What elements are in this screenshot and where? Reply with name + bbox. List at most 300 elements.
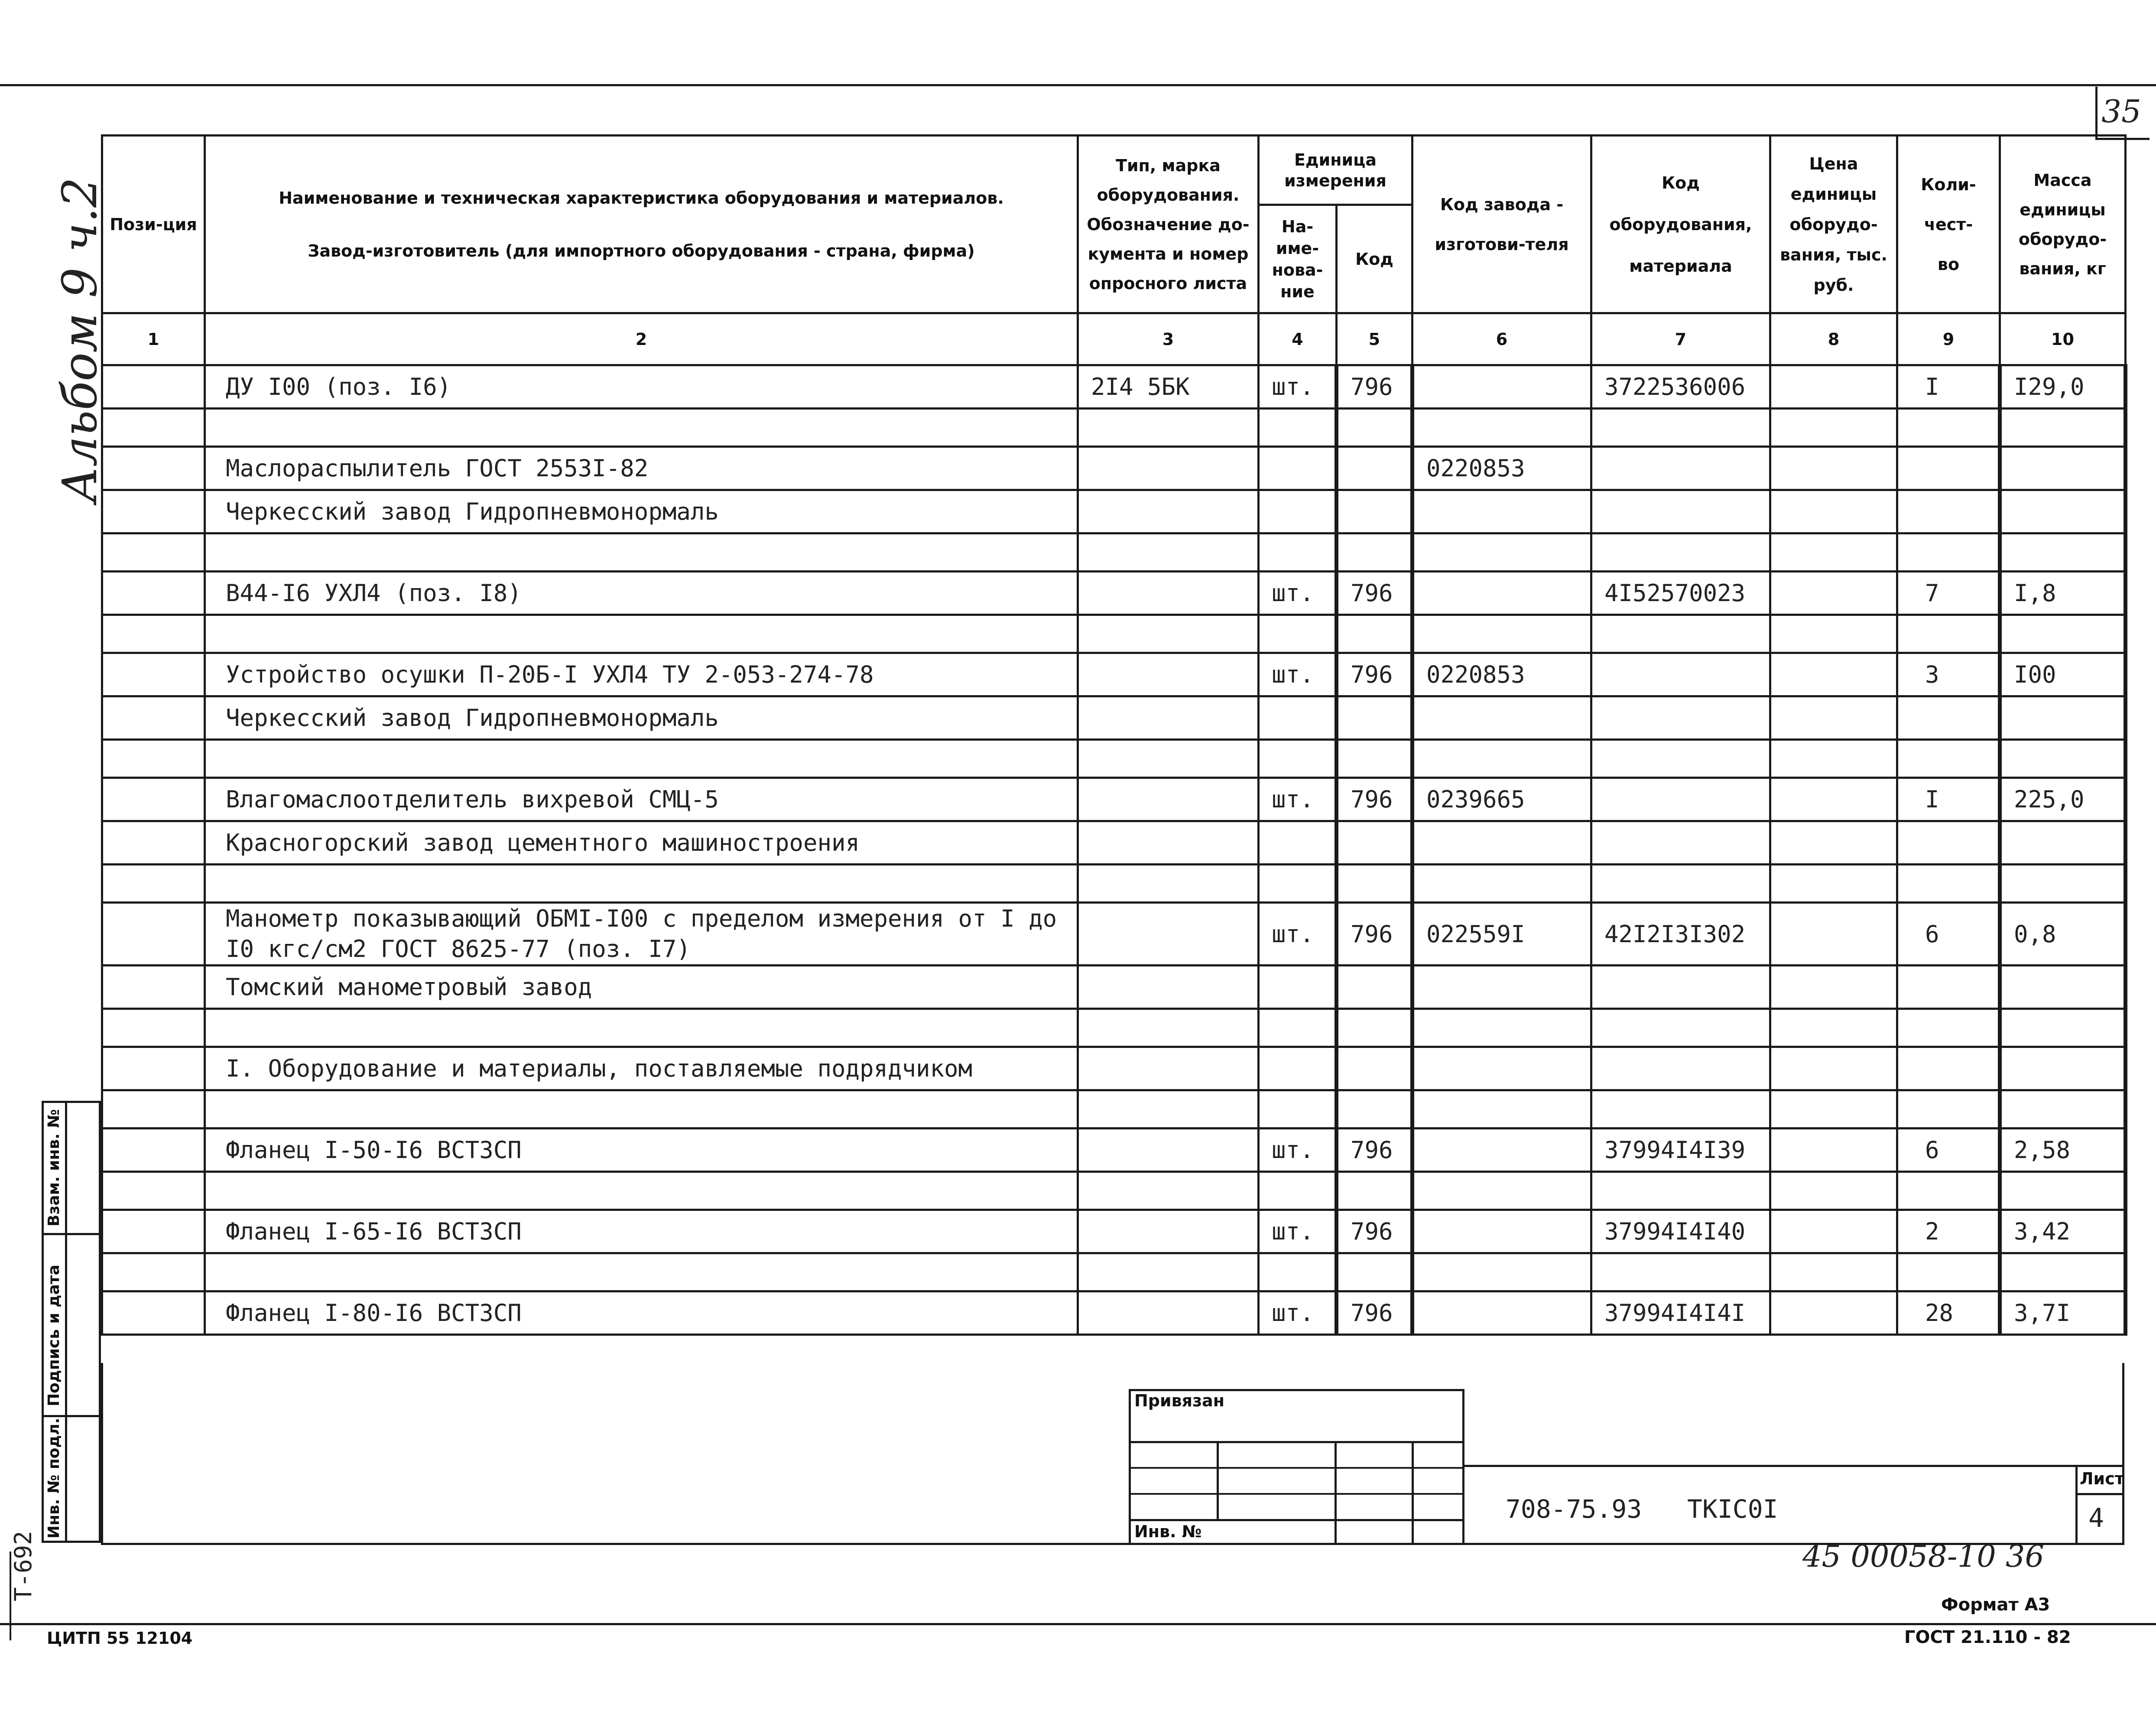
row-unit: [1259, 1172, 1337, 1210]
row-price: [1770, 447, 1897, 490]
row-unit-code: [1337, 865, 1412, 903]
row-unit-code: [1337, 1047, 1412, 1090]
row-material-code: [1591, 1253, 1770, 1291]
row-factory-code: [1412, 365, 1591, 409]
specification-table: [101, 134, 2127, 1336]
row-type: [1078, 533, 1259, 572]
row-mass: [2000, 865, 2126, 903]
row-unit-code: 796: [1337, 1129, 1412, 1172]
row-material-code: [1591, 615, 1770, 653]
row-name: [205, 533, 1078, 572]
side-stamp-podpis: Подпись и дата: [45, 1265, 63, 1406]
row-type: [1078, 572, 1259, 615]
table-row: [102, 1172, 2126, 1210]
row-mass: [2000, 1047, 2126, 1090]
row-unit: шт.: [1259, 1210, 1337, 1253]
row-price: [1770, 1009, 1897, 1047]
row-type: [1078, 1210, 1259, 1253]
privyazan-col-line: [1217, 1441, 1219, 1521]
table-row: [102, 409, 2126, 447]
table-row: [102, 533, 2126, 572]
column-number: 6: [1412, 313, 1591, 365]
row-position: [102, 1129, 205, 1172]
row-unit-code: 796: [1337, 778, 1412, 821]
row-factory-code: [1412, 696, 1591, 740]
row-type: [1078, 966, 1259, 1009]
side-stamp-divider: [42, 1233, 101, 1235]
row-unit-code: [1337, 740, 1412, 778]
row-unit-code: [1337, 615, 1412, 653]
row-mass: [2000, 821, 2126, 865]
row-material-code: [1591, 821, 1770, 865]
row-unit-code: 796: [1337, 365, 1412, 409]
row-position: [102, 572, 205, 615]
row-type: [1078, 447, 1259, 490]
privyazan-row-line: [1129, 1441, 1464, 1443]
inv-no-label: Инв. №: [1134, 1522, 1202, 1541]
row-price: [1770, 409, 1897, 447]
row-type: [1078, 903, 1259, 966]
row-quantity: [1897, 865, 2000, 903]
row-mass: I,8: [2000, 572, 2126, 615]
row-type: [1078, 653, 1259, 696]
row-position: [102, 1253, 205, 1291]
row-unit: шт.: [1259, 1129, 1337, 1172]
side-stamp-divider: [42, 1415, 101, 1417]
row-unit-code: 796: [1337, 653, 1412, 696]
row-mass: [2000, 615, 2126, 653]
row-mass: 225,0: [2000, 778, 2126, 821]
row-price: [1770, 696, 1897, 740]
row-factory-code: [1412, 572, 1591, 615]
row-unit: [1259, 533, 1337, 572]
row-price: [1770, 1129, 1897, 1172]
row-material-code: [1591, 533, 1770, 572]
handwritten-number: 45 00058-10 36: [1802, 1539, 2045, 1574]
table-row: [102, 572, 2126, 615]
row-type: [1078, 821, 1259, 865]
row-unit: шт.: [1259, 1291, 1337, 1335]
row-position: [102, 1009, 205, 1047]
row-type: [1078, 1291, 1259, 1335]
row-name: [205, 1172, 1078, 1210]
row-unit: [1259, 1047, 1337, 1090]
row-factory-code: 0239665: [1412, 778, 1591, 821]
corner-sheet-number: 35: [2101, 93, 2141, 130]
row-material-code: [1591, 490, 1770, 533]
row-factory-code: [1412, 490, 1591, 533]
table-row: [102, 447, 2126, 490]
row-price: [1770, 821, 1897, 865]
row-factory-code: [1412, 1291, 1591, 1335]
row-type: [1078, 696, 1259, 740]
row-unit: [1259, 409, 1337, 447]
row-factory-code: [1412, 865, 1591, 903]
row-quantity: [1897, 533, 2000, 572]
row-price: [1770, 740, 1897, 778]
privyazan-row-line: [1129, 1493, 1464, 1495]
table-row: [102, 1253, 2126, 1291]
row-unit: [1259, 865, 1337, 903]
row-factory-code: [1412, 409, 1591, 447]
row-price: [1770, 1291, 1897, 1335]
row-name: [205, 1009, 1078, 1047]
column-number: 10: [2000, 313, 2126, 365]
row-material-code: 3722536006: [1591, 365, 1770, 409]
row-position: [102, 1090, 205, 1129]
row-quantity: [1897, 740, 2000, 778]
row-quantity: [1897, 1253, 2000, 1291]
row-position: [102, 615, 205, 653]
row-position: [102, 1047, 205, 1090]
privyazan-col-line: [1412, 1441, 1414, 1545]
table-row: [102, 821, 2126, 865]
row-name: ДУ I00 (поз. I6): [205, 365, 1078, 409]
row-type: [1078, 1172, 1259, 1210]
row-position: [102, 490, 205, 533]
row-mass: [2000, 409, 2126, 447]
row-quantity: [1897, 966, 2000, 1009]
row-position: [102, 447, 205, 490]
privyazan-row-line: [1129, 1519, 1464, 1521]
row-material-code: [1591, 409, 1770, 447]
column-number: 4: [1259, 313, 1337, 365]
row-factory-code: [1412, 821, 1591, 865]
row-name: В44-I6 УХЛ4 (поз. I8): [205, 572, 1078, 615]
row-quantity: [1897, 409, 2000, 447]
row-position: [102, 365, 205, 409]
row-unit-code: [1337, 447, 1412, 490]
row-name: Фланец I-80-I6 ВСТ3СП: [205, 1291, 1078, 1335]
row-material-code: [1591, 778, 1770, 821]
row-price: [1770, 903, 1897, 966]
row-factory-code: [1412, 1129, 1591, 1172]
row-factory-code: [1412, 533, 1591, 572]
row-price: [1770, 533, 1897, 572]
row-mass: [2000, 490, 2126, 533]
privyazan-row-line: [1129, 1467, 1464, 1469]
row-quantity: [1897, 1090, 2000, 1129]
row-type: [1078, 1009, 1259, 1047]
row-position: [102, 1210, 205, 1253]
row-unit: шт.: [1259, 903, 1337, 966]
row-material-code: 37994I4I40: [1591, 1210, 1770, 1253]
table-row: [102, 778, 2126, 821]
row-factory-code: [1412, 740, 1591, 778]
row-position: [102, 903, 205, 966]
header-name: [205, 136, 1078, 313]
row-type: [1078, 409, 1259, 447]
album-label: Альбом 9 ч.2: [52, 177, 107, 503]
row-position: [102, 778, 205, 821]
row-factory-code: [1412, 1047, 1591, 1090]
row-position: [102, 821, 205, 865]
table-row: [102, 740, 2126, 778]
row-position: [102, 696, 205, 740]
row-name: [205, 865, 1078, 903]
column-number: 2: [205, 313, 1078, 365]
row-quantity: [1897, 821, 2000, 865]
side-stamp-vzam: Взам. инв. №: [45, 1109, 63, 1226]
row-price: [1770, 778, 1897, 821]
row-mass: [2000, 533, 2126, 572]
specification-body: [102, 365, 2126, 1335]
row-name: [205, 1253, 1078, 1291]
row-name: Манометр показывающий ОБМI-I00 с пределом измерения от I до I0 кгс/см2 ГОСТ 8625-77 (поз. I7): [205, 903, 1078, 966]
row-factory-code: 0220853: [1412, 447, 1591, 490]
row-unit: [1259, 490, 1337, 533]
header-material-code: Код оборудования, материала: [1591, 136, 1770, 313]
header-factory-code: Код завода - изготови-теля: [1412, 136, 1591, 313]
row-unit-code: [1337, 966, 1412, 1009]
row-name: Маслораспылитель ГОСТ 2553I-82: [205, 447, 1078, 490]
header-price: Цена единицы оборудо-вания, тыс. руб.: [1770, 136, 1897, 313]
row-quantity: I: [1897, 778, 2000, 821]
row-quantity: [1897, 1172, 2000, 1210]
row-unit-code: [1337, 821, 1412, 865]
table-row: [102, 615, 2126, 653]
header-mass: Масса единицы оборудо-вания, кг: [2000, 136, 2126, 313]
table-row: [102, 903, 2126, 966]
row-unit-code: [1337, 696, 1412, 740]
row-mass: [2000, 740, 2126, 778]
row-mass: [2000, 696, 2126, 740]
table-row: [102, 365, 2126, 409]
row-factory-code: [1412, 1210, 1591, 1253]
column-number-row: [102, 313, 2126, 365]
row-price: [1770, 1172, 1897, 1210]
row-price: [1770, 653, 1897, 696]
row-type: [1078, 615, 1259, 653]
row-unit: шт.: [1259, 365, 1337, 409]
column-number: 3: [1078, 313, 1259, 365]
document-code: 708-75.93 TKIC0I: [1506, 1494, 1778, 1524]
row-type: [1078, 740, 1259, 778]
row-factory-code: [1412, 1172, 1591, 1210]
sheet-box-divider: [2075, 1493, 2124, 1495]
table-row: [102, 1210, 2126, 1253]
row-material-code: [1591, 653, 1770, 696]
table-row: [102, 1129, 2126, 1172]
format-label: Формат А3: [1941, 1595, 2050, 1615]
row-name: I. Оборудование и материалы, поставляемые подрядчиком: [205, 1047, 1078, 1090]
row-factory-code: [1412, 1009, 1591, 1047]
row-position: [102, 409, 205, 447]
title-block-top: [1464, 1465, 2123, 1467]
row-position: [102, 653, 205, 696]
table-row: [102, 966, 2126, 1009]
header-unit-group: Единица измерения: [1259, 136, 1412, 205]
row-mass: [2000, 1253, 2126, 1291]
row-mass: I29,0: [2000, 365, 2126, 409]
row-unit-code: 796: [1337, 572, 1412, 615]
row-mass: [2000, 447, 2126, 490]
row-mass: 3,42: [2000, 1210, 2126, 1253]
table-row: [102, 490, 2126, 533]
row-material-code: [1591, 740, 1770, 778]
row-mass: 0,8: [2000, 903, 2126, 966]
row-unit-code: [1337, 1253, 1412, 1291]
row-name: Красногорский завод цементного машиностроения: [205, 821, 1078, 865]
row-price: [1770, 490, 1897, 533]
row-name: Фланец I-65-I6 ВСТ3СП: [205, 1210, 1078, 1253]
header-name-line1: Наименование и техническая характеристика оборудования и материалов.: [279, 188, 1004, 208]
header-unit-name: На-име-нова-ние: [1259, 205, 1337, 313]
top-rule: [0, 84, 2156, 86]
row-price: [1770, 1253, 1897, 1291]
row-unit-code: [1337, 533, 1412, 572]
column-number: 9: [1897, 313, 2000, 365]
row-type: [1078, 1090, 1259, 1129]
row-price: [1770, 615, 1897, 653]
row-quantity: [1897, 1047, 2000, 1090]
row-mass: 3,7I: [2000, 1291, 2126, 1335]
row-name: [205, 409, 1078, 447]
row-unit-code: [1337, 490, 1412, 533]
row-position: [102, 740, 205, 778]
table-row: [102, 1009, 2126, 1047]
row-unit: [1259, 821, 1337, 865]
row-unit: [1259, 1253, 1337, 1291]
frame-left: [101, 1363, 103, 1545]
row-quantity: 7: [1897, 572, 2000, 615]
row-quantity: 2: [1897, 1210, 2000, 1253]
header-quantity: Коли-чест-во: [1897, 136, 2000, 313]
row-price: [1770, 1210, 1897, 1253]
row-material-code: [1591, 1172, 1770, 1210]
row-factory-code: [1412, 1253, 1591, 1291]
row-unit-code: [1337, 1009, 1412, 1047]
row-position: [102, 865, 205, 903]
row-mass: [2000, 1172, 2126, 1210]
row-position: [102, 1172, 205, 1210]
row-name: [205, 1090, 1078, 1129]
table-row: [102, 653, 2126, 696]
row-type: [1078, 865, 1259, 903]
header-unit-code: Код: [1337, 205, 1412, 313]
privyazan-col-line: [1335, 1441, 1337, 1545]
row-price: [1770, 865, 1897, 903]
row-material-code: [1591, 1009, 1770, 1047]
table-row: [102, 1047, 2126, 1090]
row-type: [1078, 1129, 1259, 1172]
row-name: Черкесский завод Гидропневмонормаль: [205, 490, 1078, 533]
column-number: 5: [1337, 313, 1412, 365]
row-material-code: [1591, 1047, 1770, 1090]
row-material-code: 37994I4I39: [1591, 1129, 1770, 1172]
row-quantity: 28: [1897, 1291, 2000, 1335]
row-material-code: 4I52570023: [1591, 572, 1770, 615]
row-material-code: [1591, 1090, 1770, 1129]
row-quantity: [1897, 696, 2000, 740]
row-quantity: [1897, 615, 2000, 653]
row-quantity: 6: [1897, 1129, 2000, 1172]
row-mass: [2000, 1090, 2126, 1129]
org-label: ЦИТП 55 12104: [47, 1629, 193, 1648]
row-unit-code: 796: [1337, 903, 1412, 966]
row-unit: [1259, 740, 1337, 778]
row-position: [102, 533, 205, 572]
table-row: [102, 1291, 2126, 1335]
column-number: 7: [1591, 313, 1770, 365]
row-price: [1770, 966, 1897, 1009]
outer-bottom-rule: [0, 1623, 2156, 1625]
row-unit: шт.: [1259, 778, 1337, 821]
row-unit: [1259, 1009, 1337, 1047]
row-name: Фланец I-50-I6 ВСТ3СП: [205, 1129, 1078, 1172]
vertical-number: Т-692: [10, 1531, 37, 1601]
row-factory-code: 022559I: [1412, 903, 1591, 966]
row-position: [102, 1291, 205, 1335]
row-unit: шт.: [1259, 653, 1337, 696]
row-unit: [1259, 1090, 1337, 1129]
row-mass: [2000, 1009, 2126, 1047]
row-quantity: I: [1897, 365, 2000, 409]
header-position: Пози-ция: [102, 136, 205, 313]
row-name: Томский манометровый завод: [205, 966, 1078, 1009]
row-name: [205, 740, 1078, 778]
row-material-code: 37994I4I4I: [1591, 1291, 1770, 1335]
row-material-code: [1591, 966, 1770, 1009]
row-type: [1078, 490, 1259, 533]
row-type: [1078, 778, 1259, 821]
row-position: [102, 966, 205, 1009]
row-unit: [1259, 696, 1337, 740]
header-type: Тип, марка оборудования. Обозначение до-кумента и номер опросного листа: [1078, 136, 1259, 313]
row-name: Черкесский завод Гидропневмонормаль: [205, 696, 1078, 740]
row-name: Влагомаслоотделитель вихревой СМЦ-5: [205, 778, 1078, 821]
row-price: [1770, 572, 1897, 615]
side-stamp-divider: [65, 1101, 67, 1543]
table-row: [102, 865, 2126, 903]
row-unit: [1259, 966, 1337, 1009]
row-quantity: [1897, 490, 2000, 533]
row-price: [1770, 365, 1897, 409]
row-material-code: [1591, 447, 1770, 490]
privyazan-label: Привязан: [1134, 1391, 1225, 1410]
sheet-label: Лист: [2080, 1469, 2124, 1488]
row-factory-code: [1412, 615, 1591, 653]
row-factory-code: [1412, 1090, 1591, 1129]
row-unit-code: [1337, 1172, 1412, 1210]
sheet-number: 4: [2088, 1503, 2104, 1533]
header-name-line2: Завод-изготовитель (для импортного оборудования - страна, фирма): [308, 241, 975, 260]
side-stamp-inv-podl: Инв. № подл.: [45, 1418, 63, 1539]
row-unit-code: 796: [1337, 1291, 1412, 1335]
row-quantity: 3: [1897, 653, 2000, 696]
row-price: [1770, 1047, 1897, 1090]
row-unit-code: 796: [1337, 1210, 1412, 1253]
row-quantity: 6: [1897, 903, 2000, 966]
row-type: [1078, 1253, 1259, 1291]
row-material-code: 42I2I3I302: [1591, 903, 1770, 966]
row-price: [1770, 1090, 1897, 1129]
column-number: 8: [1770, 313, 1897, 365]
row-quantity: [1897, 1009, 2000, 1047]
row-unit-code: [1337, 409, 1412, 447]
row-material-code: [1591, 696, 1770, 740]
row-unit: [1259, 615, 1337, 653]
column-number: 1: [102, 313, 205, 365]
row-unit: [1259, 447, 1337, 490]
row-factory-code: [1412, 966, 1591, 1009]
row-type: 2I4 5БК: [1078, 365, 1259, 409]
row-unit: шт.: [1259, 572, 1337, 615]
row-mass: I00: [2000, 653, 2126, 696]
row-mass: [2000, 966, 2126, 1009]
row-mass: 2,58: [2000, 1129, 2126, 1172]
table-row: [102, 696, 2126, 740]
